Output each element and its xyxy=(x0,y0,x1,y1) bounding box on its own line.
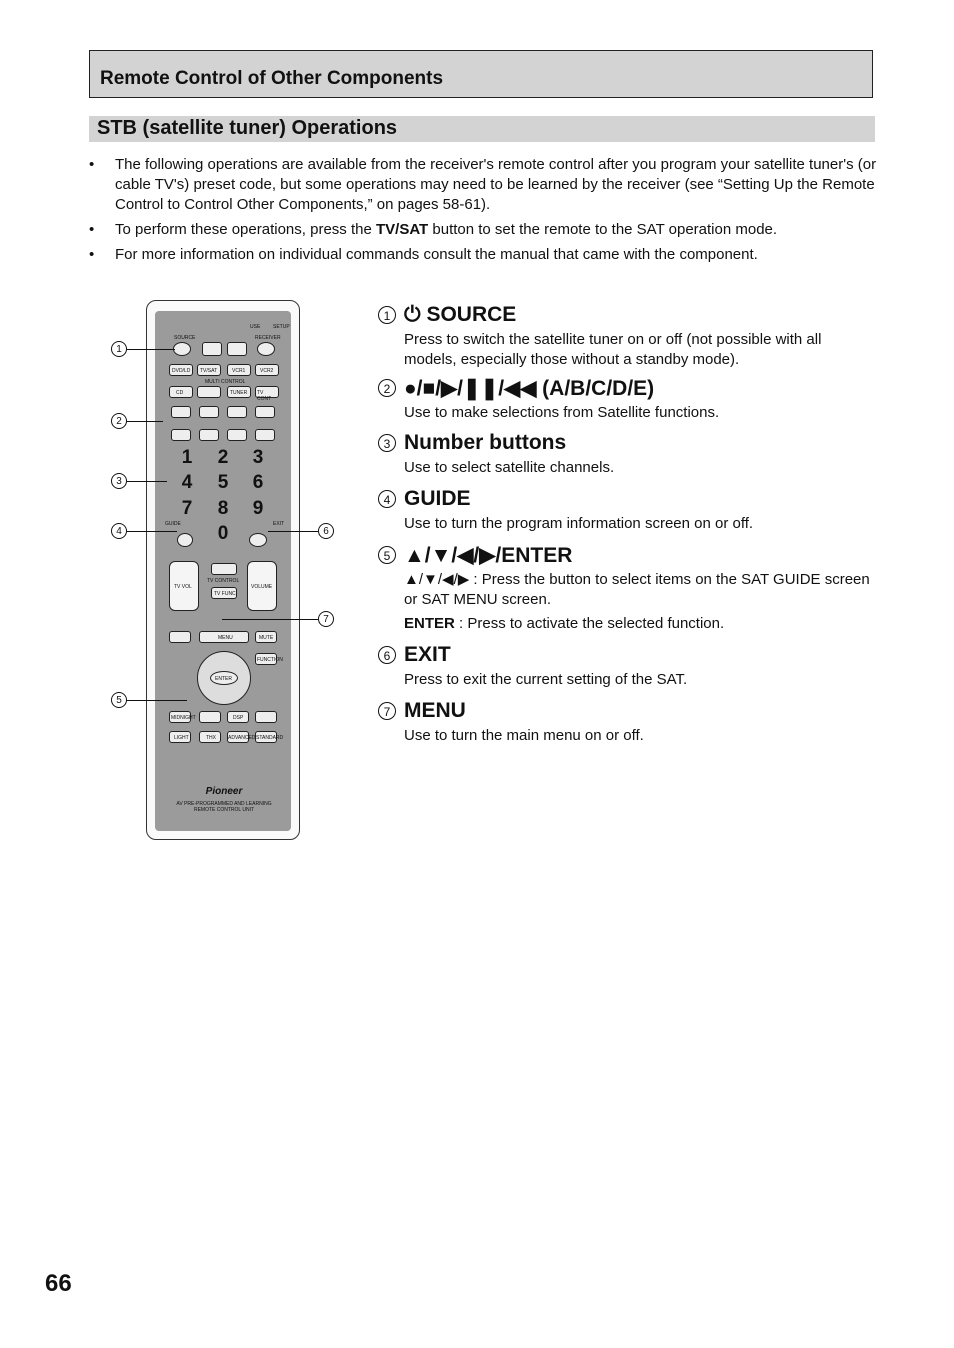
callout-3: 3 xyxy=(111,473,127,489)
standard-button: STANDARD xyxy=(255,731,277,743)
advanced-button: ADVANCED xyxy=(227,731,249,743)
record-button xyxy=(171,406,191,418)
volume-rocker: VOLUME xyxy=(247,561,277,611)
item-title: MENU xyxy=(404,699,466,722)
pause-button xyxy=(255,406,275,418)
number-button-9: 9 xyxy=(252,498,264,519)
rewind-button xyxy=(171,429,191,441)
section-title: Remote Control of Other Components xyxy=(100,68,444,89)
item-source xyxy=(378,300,878,370)
tv-control-label: TV CONTROL xyxy=(207,578,240,584)
callout-leader xyxy=(127,421,163,422)
item-number: 3 xyxy=(378,434,396,452)
tv-vol-rocker: TV VOL xyxy=(169,561,199,611)
item-title: GUIDE xyxy=(404,487,471,510)
item-description: Use to make selections from Satellite functions. xyxy=(404,404,720,421)
tv-sat-button: TV/SAT xyxy=(197,364,221,376)
number-button-5: 5 xyxy=(217,472,229,493)
stop-button xyxy=(199,406,219,418)
item-title: ⏻ SOURCE xyxy=(404,303,517,326)
bullet-item: • To perform these operations, press the TV/SAT button to set the remote to the SAT operation mode. xyxy=(89,220,879,240)
function-button: FUNCTION xyxy=(255,653,277,665)
callout-2: 2 xyxy=(111,413,127,429)
callout-7: 7 xyxy=(318,611,334,627)
vcr2-button: VCR2 xyxy=(255,364,279,376)
exit-button xyxy=(249,533,267,547)
dvd-ld-button: DVD/LD xyxy=(169,364,193,376)
speaker-button xyxy=(255,711,277,723)
setup-label: SETUP xyxy=(273,324,290,330)
guide-label: GUIDE xyxy=(165,521,181,527)
callout-4: 4 xyxy=(111,523,127,539)
bullet-item: • For more information on individual commands consult the manual that came with the component. xyxy=(89,245,879,265)
enter-button: ENTER xyxy=(210,671,238,685)
callout-6: 6 xyxy=(318,523,334,539)
function-descriptions xyxy=(378,300,878,746)
item-number: 4 xyxy=(378,490,396,508)
callout-leader xyxy=(268,531,318,532)
vcr1-button: VCR1 xyxy=(227,364,251,376)
item-description: ▲/▼/◀/▶ : Press the button to select items on the SAT GUIDE screen or SAT MENU screen. xyxy=(404,571,870,608)
item-cursor-enter xyxy=(378,540,878,634)
callout-leader xyxy=(127,481,167,482)
next-button xyxy=(255,429,275,441)
source-power-button xyxy=(173,342,191,356)
subsection-banner xyxy=(89,116,875,142)
item-title: Number buttons xyxy=(404,431,567,454)
fast-forward-button xyxy=(199,429,219,441)
item-transport xyxy=(378,373,878,423)
callout-leader xyxy=(127,531,177,532)
number-button-2: 2 xyxy=(217,447,229,468)
item-description: Use to turn the program information screen on or off. xyxy=(404,515,754,532)
page-number: 66 xyxy=(45,1270,72,1297)
item-number: 2 xyxy=(378,379,396,397)
callout-leader xyxy=(127,700,187,701)
receiver-label: RECEIVER xyxy=(255,335,281,341)
exit-label: EXIT xyxy=(273,521,285,527)
callout-leader xyxy=(222,619,318,620)
tv-power-button xyxy=(211,563,237,575)
thx-button: THX xyxy=(199,731,221,743)
item-description: ENTER : Press to activate the selected function. xyxy=(404,615,725,632)
item-title: EXIT xyxy=(404,643,451,666)
item-menu xyxy=(378,696,878,746)
play-button xyxy=(227,406,247,418)
md-tape-button xyxy=(197,386,221,398)
cd-button: CD xyxy=(169,386,193,398)
item-description: Press to exit the current setting of the SAT. xyxy=(404,671,688,688)
callout-1: 1 xyxy=(111,341,127,357)
bullet-item: • The following operations are available from the receiver's remote control after you program your satellite tuner's (or cable TV's) preset code, but some operations may need to be learned by the receiver (see “Setting Up the Remote Control to Control Other Components,” on pages 58-61). xyxy=(89,155,879,215)
item-description: Press to switch the satellite tuner on or off (not possible with all models, especially those without a standby mode). xyxy=(404,331,822,368)
item-description: Use to turn the main menu on or off. xyxy=(404,727,644,744)
item-number-buttons xyxy=(378,428,878,478)
multi-control-label: MULTI CONTROL xyxy=(205,379,246,385)
menu-button: MENU xyxy=(199,631,249,643)
item-guide xyxy=(378,484,878,534)
item-number: 1 xyxy=(378,306,396,324)
item-title: ▲/▼/◀/▶/ENTER xyxy=(404,543,573,567)
tv-cont-button: TV CONT xyxy=(255,386,279,398)
light-button: LIGHT xyxy=(169,731,191,743)
source-label: SOURCE xyxy=(174,335,196,341)
tv-func-button: TV FUNC xyxy=(211,587,237,599)
item-exit xyxy=(378,640,878,690)
receiver-power-button xyxy=(257,342,275,356)
midnight-button: MIDNIGHT xyxy=(169,711,191,723)
item-title: ●/■/▶/❚❚/◀◀ (A/B/C/D/E) xyxy=(404,376,655,400)
item-number: 6 xyxy=(378,646,396,664)
remote-caption: AV PRE-PROGRAMMED AND LEARNING REMOTE CONTROL UNIT xyxy=(176,801,272,813)
bullet-list xyxy=(89,155,879,270)
subsection-title: STB (satellite tuner) Operations xyxy=(97,117,398,139)
item-number: 5 xyxy=(378,546,396,564)
guide-button xyxy=(177,533,193,547)
number-button-7: 7 xyxy=(181,498,193,519)
dsp-button: DSP xyxy=(227,711,249,723)
callout-leader xyxy=(127,349,175,350)
section-banner xyxy=(89,50,873,98)
number-button-1: 1 xyxy=(181,447,193,468)
use-label: USE xyxy=(250,324,261,330)
mute-button: MUTE xyxy=(255,631,277,643)
enter-keyword: ENTER xyxy=(404,615,455,632)
number-button-3: 3 xyxy=(252,447,264,468)
item-number: 7 xyxy=(378,702,396,720)
tuner-button: TUNER xyxy=(227,386,251,398)
tv-sat-keyword: TV/SAT xyxy=(375,221,429,238)
remote-panel xyxy=(155,311,291,831)
input-att-button xyxy=(169,631,191,643)
brand-logo: Pioneer xyxy=(205,786,243,797)
number-button-0: 0 xyxy=(217,523,229,544)
multi-ch-input-button xyxy=(199,711,221,723)
remote-control-illustration xyxy=(146,300,300,840)
multi-operation-button xyxy=(202,342,222,356)
system-off-button xyxy=(227,342,247,356)
item-description: Use to select satellite channels. xyxy=(404,459,615,476)
callout-5: 5 xyxy=(111,692,127,708)
number-button-4: 4 xyxy=(181,472,193,493)
number-button-6: 6 xyxy=(252,472,264,493)
previous-button xyxy=(227,429,247,441)
number-button-8: 8 xyxy=(217,498,229,519)
